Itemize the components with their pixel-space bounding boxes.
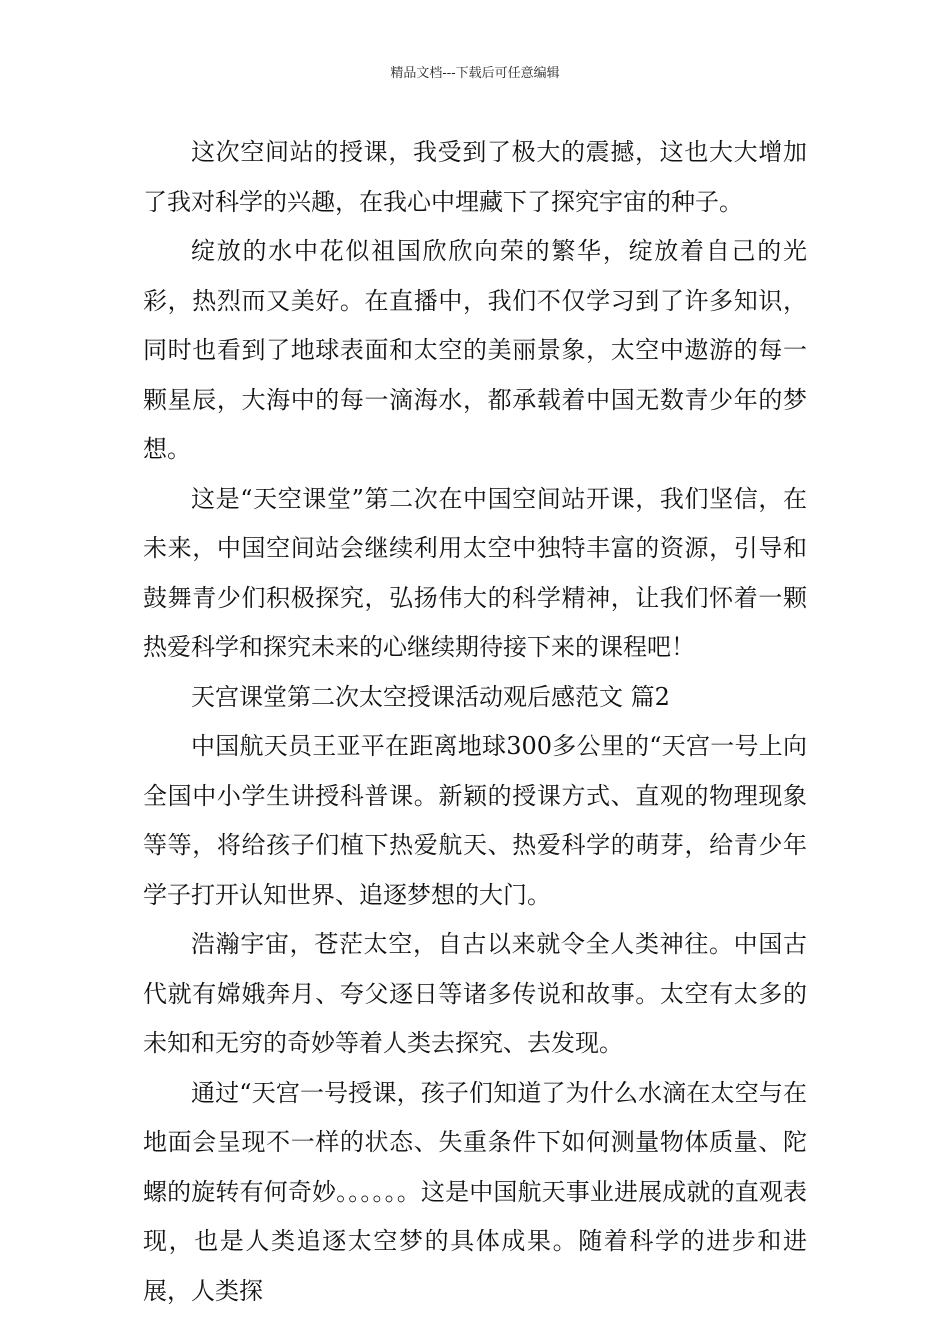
paragraph-1: 这次空间站的授课，我受到了极大的震撼，这也大大增加了我对科学的兴趣，在我心中埋藏下了探究宇宙的种子。 [143, 138, 807, 216]
page-header: 精品文档---下载后可任意编辑 [390, 66, 560, 81]
document-body [143, 128, 807, 1316]
section-heading: 天宫课堂第二次太空授课活动观后感范文 篇2 [191, 682, 670, 711]
paragraph-5: 浩瀚宇宙，苍茫太空，自古以来就令全人类神往。中国古代就有嫦娥奔月、夸父逐日等诸多传说和故事。太空有太多的未知和无穷的奇妙等着人类去探究、去发现。 [143, 930, 807, 1057]
paragraph-6: 通过“天宫一号授课，孩子们知道了为什么水滴在太空与在地面会呈现不一样的状态、失重条件下如何测量物体质量、陀螺的旋转有何奇妙。。。。。。这是中国航天事业进展成就的直观表现，也是人类追逐太空梦的具体成果。随着科学的进步和进展，人类探 [143, 1078, 807, 1305]
paragraph-4: 中国航天员王亚平在距离地球300多公里的“天宫一号上向全国中小学生讲授科普课。新颖的授课方式、直观的物理现象等等，将给孩子们植下热爱航天、热爱科学的萌芽，给青少年学子打开认知世界、追逐梦想的大门。 [143, 732, 807, 909]
paragraph-2: 绽放的水中花似祖国欣欣向荣的繁华，绽放着自己的光彩，热烈而又美好。在直播中，我们不仅学习到了许多知识，同时也看到了地球表面和太空的美丽景象，太空中遨游的每一颗星辰，大海中的每一滴海水，都承载着中国无数青少年的梦想。 [143, 237, 807, 463]
paragraph-3: 这是“天空课堂”第二次在中国空间站开课，我们坚信，在未来，中国空间站会继续利用太空中独特丰富的资源，引导和鼓舞青少们积极探究，弘扬伟大的科学精神，让我们怀着一颗热爱科学和探究未来的心继续期待接下来的课程吧！ [143, 484, 807, 661]
